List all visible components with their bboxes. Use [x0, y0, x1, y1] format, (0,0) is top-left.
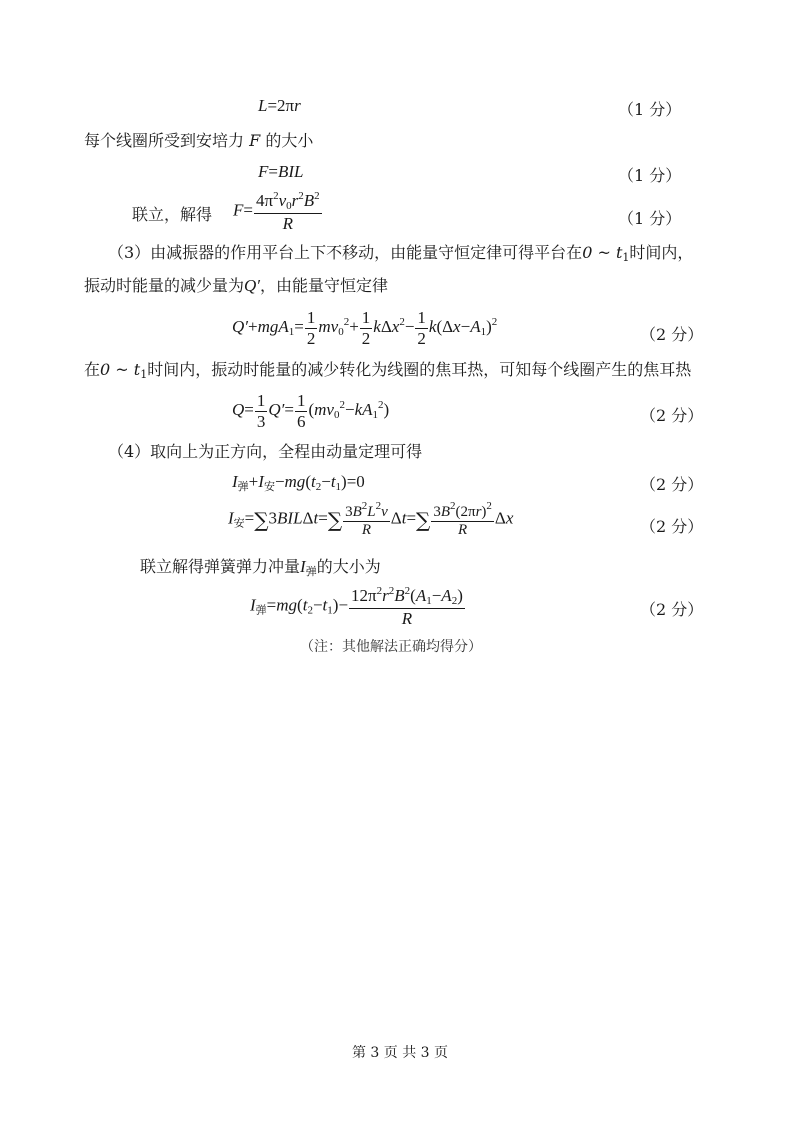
score-6: （2 分） — [640, 475, 704, 494]
page-footer: 第 3 页 共 3 页 — [351, 1045, 449, 1061]
score-1: （1 分） — [618, 100, 682, 119]
note: （注：其他解法正确均得分） — [300, 639, 482, 655]
eq-force-result: F= $\frac{4\pi^2v_0r^2B^2}{R}$ — [233, 190, 320, 233]
p3-line1: （3）由减振器的作用平台上下不移动，由能量守恒定律可得平台在0 ~ $t_1$时间内， — [108, 243, 694, 264]
eq-length: L=2πr — [258, 96, 301, 115]
eq-joule-heat: Q= $\frac{1}{3}$ Q′= $\frac{1}{6}$ $(mv_0^2-kA_1^2)$ — [232, 391, 390, 431]
eq-force: F=BIL — [258, 162, 304, 181]
score-2: （1 分） — [618, 166, 682, 185]
p3-line3: 在0 ~ $t_1$时间内，振动时能量的减少转化为线圈的焦耳热，可知每个线圈产生的焦耳热 — [84, 360, 692, 381]
score-5: （2 分） — [640, 406, 704, 425]
eq-momentum: $I_弹+I_安-mg(t_2-t_1)=0$ — [232, 472, 365, 493]
score-7: （2 分） — [640, 517, 704, 536]
score-8: （2 分） — [640, 600, 704, 619]
eq-spring-impulse: $I_弹=mg(t_2-t_1)-$ $\frac{12\pi^2r^2B^2(A_1-A_2)}{R}$ — [250, 585, 463, 628]
eq-energy: Q′+mgA$_1$= $\frac{1}{2}$ $mv_0^2+$ $\frac{1}{2}$ kΔx$^2$− $\frac{1}{2}$ $k(\Delta x-A_1)^2$ — [232, 308, 498, 348]
p3-line2: 振动时能量的减少量为Q′，由能量守恒定律 — [84, 276, 389, 295]
score-3: （1 分） — [618, 209, 682, 228]
eq-ampere-impulse: $I_安=\sum 3BIL\Delta t=\sum$ $\frac{3B^2L^2v}{R}$ Δt=∑ $\frac{3B^2(2\pi r)^2}{R}$ Δx — [228, 500, 514, 539]
combine-solve-label: 联立，解得 — [132, 205, 213, 224]
score-4: （2 分） — [640, 325, 704, 344]
force-intro: 每个线圈所受到安培力 F 的大小 — [84, 131, 314, 150]
p4-line2: 联立解得弹簧弹力冲量$I_弹$的大小为 — [140, 557, 381, 578]
p4-line1: （4）取向上为正方向，全程由动量定理可得 — [108, 442, 423, 461]
